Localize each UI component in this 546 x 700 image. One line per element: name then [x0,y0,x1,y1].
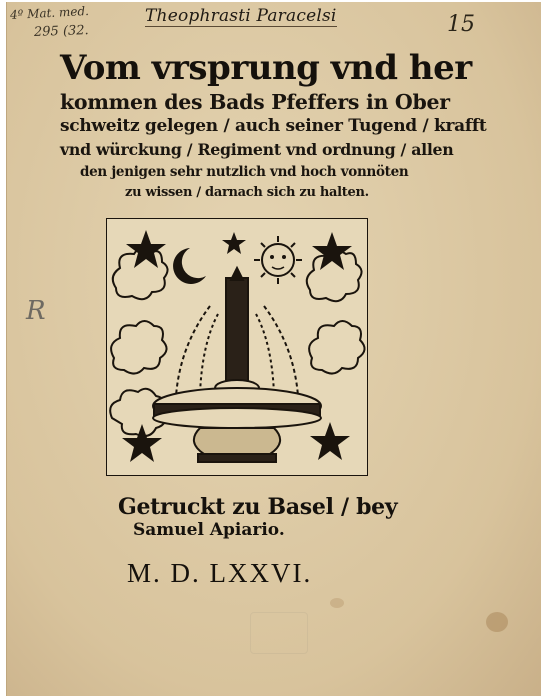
paper-stain [330,598,344,608]
main-title: Vom vrsprung vnd her [60,48,472,88]
shelfmark-line-2: 295 (32. [33,23,89,40]
publication-year: M. D. LXXVI. [127,558,313,588]
imprint-line-2: Samuel Apiario. [133,520,285,540]
author-name: Theophrasti Paracelsi [145,6,337,26]
fountain-woodcut [106,218,368,476]
margin-mark: R [26,296,46,326]
subtitle-line: den jenigen sehr nutzlich vnd hoch vonnöten [80,164,409,180]
sun-icon [254,236,302,284]
imprint-line-1: Getruckt zu Basel / bey [118,494,398,520]
subtitle-line: zu wissen / darnach sich zu halten. [125,185,369,200]
subtitle-line: kommen des Bads Pfeffers in Ober [60,90,450,114]
library-stamp [250,612,308,654]
subtitle-line: vnd würckung / Regiment vnd ordnung / allen [60,140,454,159]
subtitle-line: schweitz gelegen / auch seiner Tugend / krafft [60,116,487,136]
paper-stain [486,612,508,632]
folio-number: 15 [447,12,475,37]
shelfmark-line-1: 4º Mat. med. [9,3,90,23]
